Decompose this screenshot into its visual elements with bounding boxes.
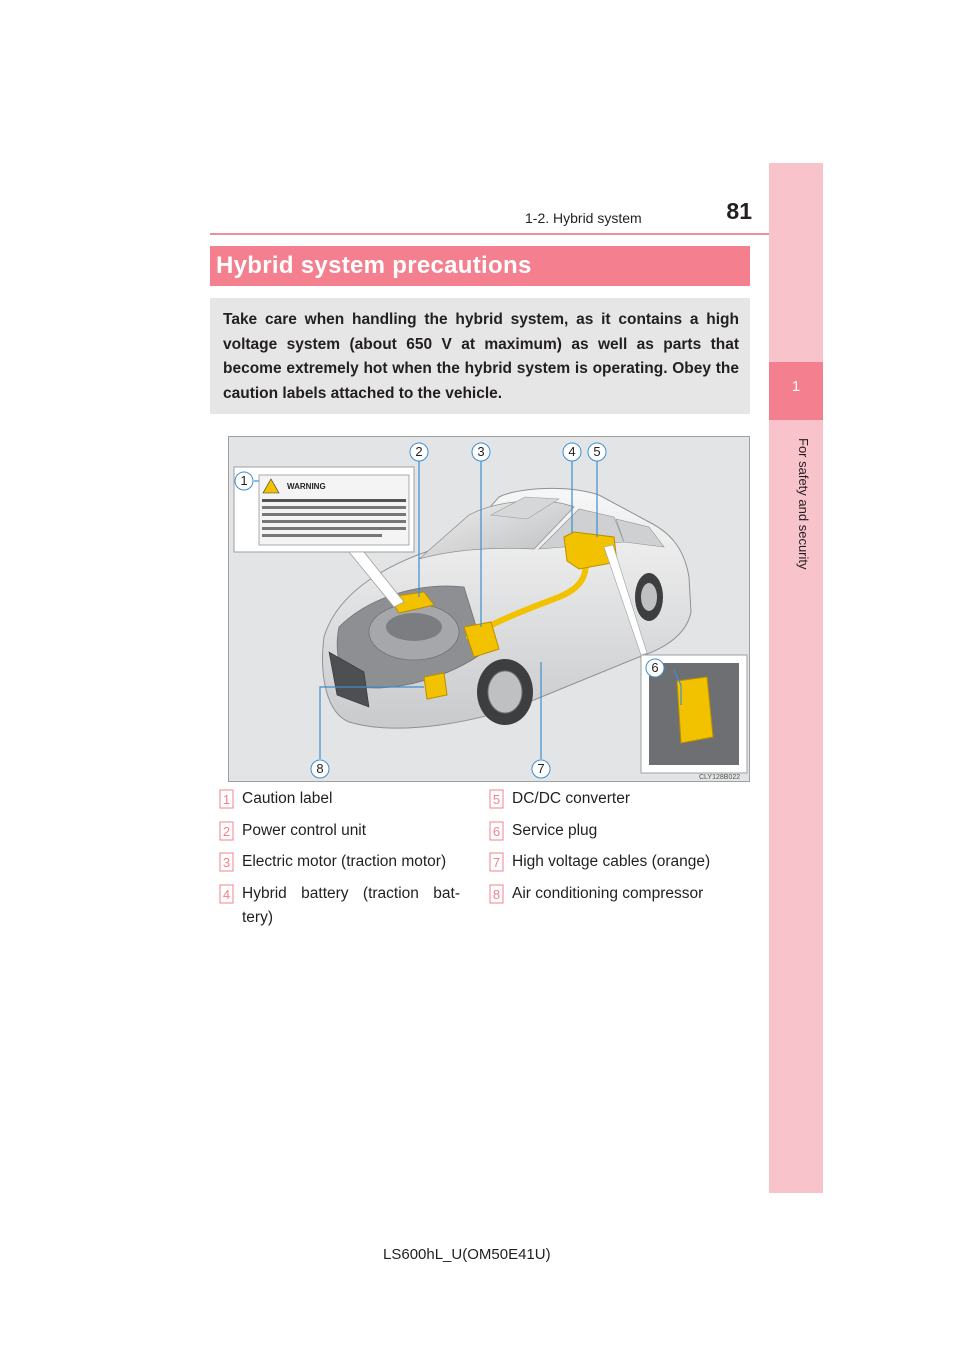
- svg-text:8: 8: [316, 761, 324, 776]
- callout-5: [588, 443, 606, 461]
- svg-text:4: 4: [568, 444, 576, 459]
- legend-item-dcdc-converter: DC/DC converter: [512, 790, 630, 807]
- legend-item-high-voltage-cables: High voltage cables (orange): [512, 853, 711, 870]
- svg-text:4: 4: [222, 887, 231, 902]
- legend-number-icon-7: [489, 852, 504, 872]
- legend-item-power-control-unit: Power control unit: [242, 822, 367, 839]
- car-illustration: [229, 437, 750, 782]
- svg-text:2: 2: [222, 824, 231, 839]
- side-tab: [769, 163, 823, 1193]
- svg-text:6: 6: [492, 824, 501, 839]
- page-title: Hybrid system precautions: [216, 252, 532, 279]
- legend-number-icon-2: [219, 821, 234, 841]
- svg-text:3: 3: [222, 855, 231, 870]
- callout-6: [646, 659, 664, 677]
- callout-4: [563, 443, 581, 461]
- svg-text:1: 1: [222, 792, 231, 807]
- svg-text:1: 1: [240, 473, 248, 488]
- legend-number-icon-8: [489, 884, 504, 904]
- warning-label-text: WARNING: [287, 482, 326, 491]
- svg-text:2: 2: [415, 444, 423, 459]
- svg-text:3: 3: [477, 444, 485, 459]
- callout-3: [472, 443, 490, 461]
- side-tab-chapter-number: 1: [791, 378, 801, 395]
- svg-text:5: 5: [593, 444, 601, 459]
- svg-text:7: 7: [492, 855, 501, 870]
- svg-text:6: 6: [651, 660, 659, 675]
- legend-item-electric-motor: Electric motor (traction motor): [242, 853, 447, 870]
- legend-number-icon-4: [219, 884, 234, 904]
- section-label: 1-2. Hybrid system: [525, 210, 642, 226]
- header-rule: [210, 233, 823, 235]
- svg-text:7: 7: [537, 761, 545, 776]
- legend-number-icon-6: [489, 821, 504, 841]
- legend-item-service-plug: Service plug: [512, 822, 598, 839]
- legend-number-icon-3: [219, 852, 234, 872]
- callout-1: [235, 472, 253, 490]
- intro-text: Take care when handling the hybrid system, as it contains a high voltage system (about 650 V at maximum) as well as parts that become extremely hot when the hybrid system is operating. Obey the caution labels attached to the vehicle.: [223, 311, 739, 402]
- legend-number-icon-1: [219, 789, 234, 809]
- callout-8: [311, 760, 329, 778]
- side-tab-chapter-label: For safety and security: [796, 438, 811, 570]
- callout-2: [410, 443, 428, 461]
- callout-7: [532, 760, 550, 778]
- svg-text:8: 8: [492, 887, 501, 902]
- legend-item-hybrid-battery: Hybrid battery (traction bat-tery): [242, 885, 460, 926]
- hybrid-system-figure: [228, 436, 750, 782]
- legend-item-caution-label: Caution label: [242, 790, 333, 807]
- svg-text:5: 5: [492, 792, 501, 807]
- footer-doc-code: LS600hL_U(OM50E41U): [383, 1246, 551, 1263]
- legend-item-ac-compressor: Air conditioning compressor: [512, 885, 704, 902]
- figure-image-code: CLY128B022: [699, 774, 741, 781]
- page-number: 81: [726, 198, 752, 224]
- legend-number-icon-5: [489, 789, 504, 809]
